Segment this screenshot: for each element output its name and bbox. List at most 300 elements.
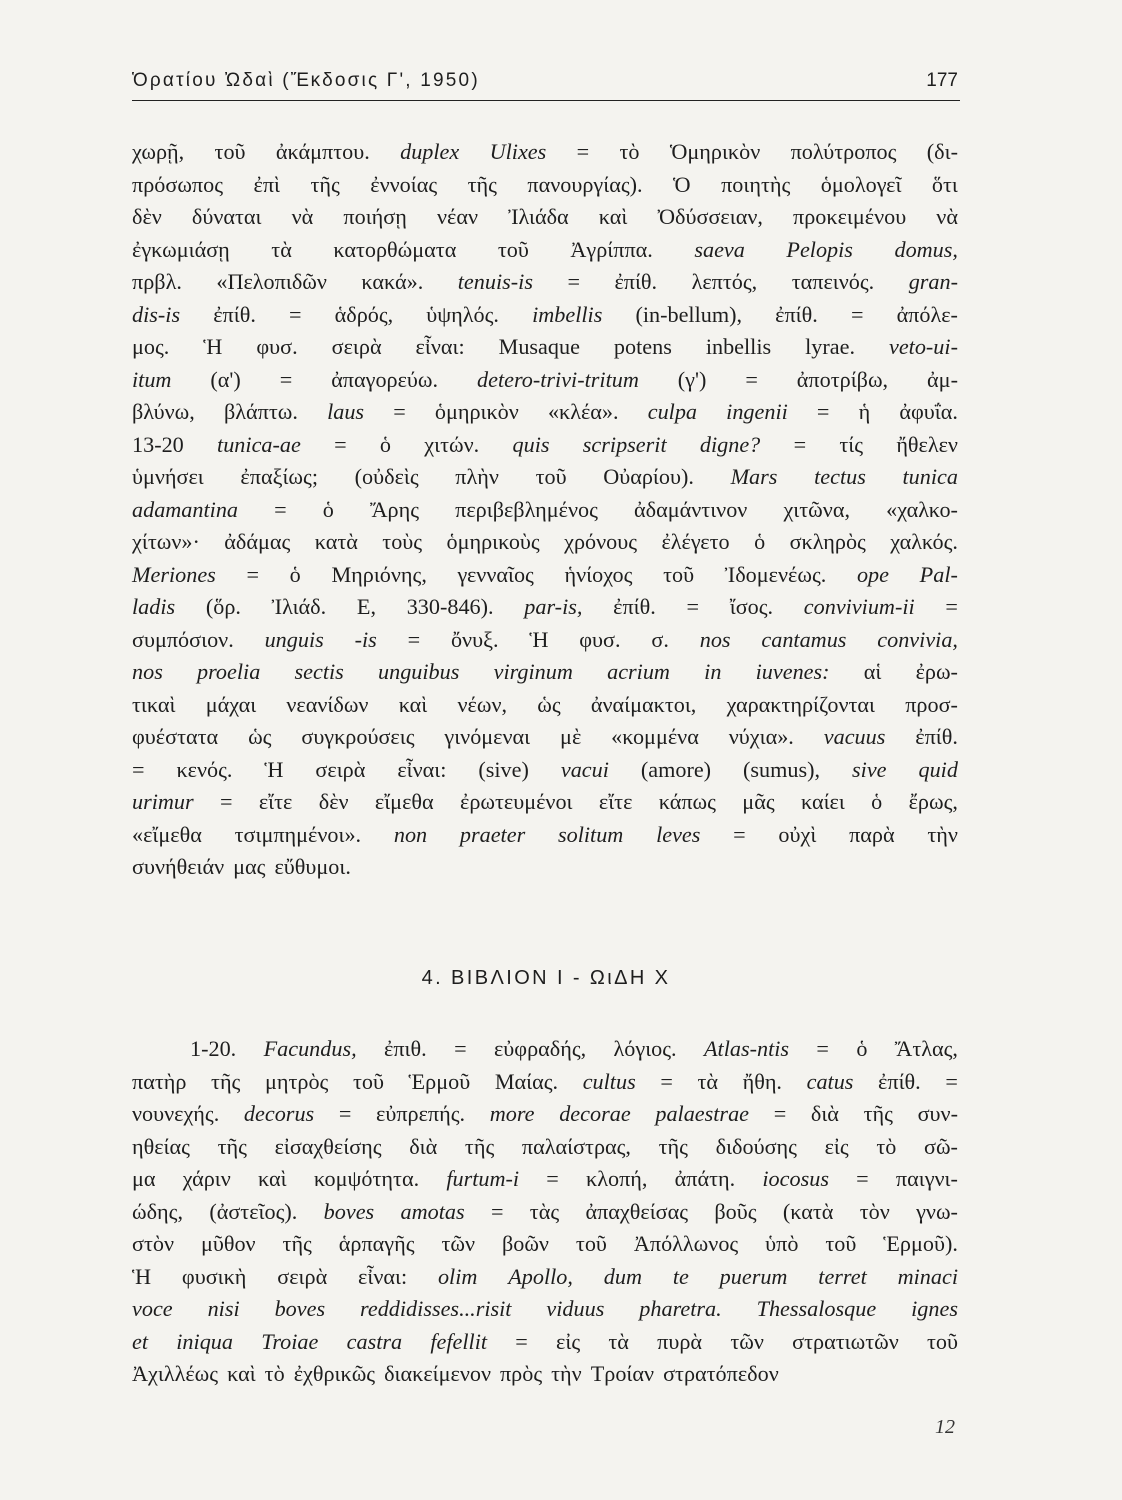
- word: ἀφυΐα.: [899, 399, 958, 424]
- word: ἐπιθ.: [384, 1036, 427, 1061]
- word: Ἄτλας,: [894, 1036, 958, 1061]
- word: itum: [132, 366, 172, 392]
- word: μὲ: [560, 724, 582, 749]
- word: ὑπὸ: [765, 1231, 799, 1256]
- word: laus: [327, 399, 365, 424]
- word: αἱ: [863, 659, 882, 684]
- word: νέαν: [436, 204, 478, 229]
- word: σειρὰ: [331, 334, 382, 359]
- word: iniqua: [176, 1328, 233, 1354]
- word: ἴσος.: [729, 594, 774, 619]
- word: Ὁμηρικὸν: [669, 139, 761, 164]
- word: Musaque: [498, 334, 580, 359]
- text-line: [132, 201, 958, 234]
- word: =: [288, 301, 302, 327]
- word: lyrae.: [805, 334, 855, 359]
- word: ὡς: [537, 691, 561, 717]
- word: εὔθυμοι.: [274, 854, 351, 879]
- word: τοῦ: [497, 236, 529, 262]
- word: urimur: [132, 789, 194, 814]
- word: μα: [132, 1166, 156, 1191]
- word: (sive): [478, 756, 529, 782]
- word: Pelopis: [786, 236, 853, 262]
- word: φυσ.: [256, 334, 298, 359]
- word: εἶναι:: [415, 334, 465, 359]
- text-line: [132, 396, 958, 429]
- word: ἁδρός,: [334, 301, 394, 327]
- word: adamantina: [132, 496, 239, 522]
- word: μητρὸς: [264, 1068, 329, 1094]
- word: τῆς: [467, 171, 497, 197]
- word: Troiae: [261, 1328, 319, 1354]
- word: ὅτι: [931, 171, 958, 197]
- word: fefellit: [430, 1328, 488, 1354]
- word: τοῦ: [535, 464, 567, 489]
- word: -is: [354, 626, 377, 652]
- word: ingenii: [726, 399, 788, 424]
- word: τοῦ: [352, 1068, 384, 1094]
- word: τῆς: [310, 171, 340, 197]
- word: χρόνους: [564, 529, 638, 554]
- word: (ἀστεῖος).: [209, 1198, 298, 1224]
- text-line: [132, 526, 958, 559]
- word: ἐπίθ.: [775, 301, 818, 327]
- word: ἁρπαγῆς: [338, 1231, 415, 1256]
- word: τῆς: [658, 1133, 688, 1159]
- word: ladis: [132, 594, 176, 619]
- word: amotas: [400, 1198, 465, 1224]
- text-line: [132, 721, 958, 754]
- word: τοὺς: [382, 529, 423, 554]
- word: catus: [806, 1068, 854, 1094]
- word: digne?: [699, 431, 761, 457]
- word: ἐρω-: [915, 659, 958, 684]
- word: περιβεβλημένος: [455, 496, 598, 522]
- word: δύναται: [191, 204, 262, 229]
- word: saeva: [694, 236, 745, 262]
- word: quis: [512, 431, 550, 457]
- word: ἀδαμάντινον: [634, 496, 748, 522]
- word: Ἡ: [264, 756, 284, 782]
- word: κακά».: [361, 269, 424, 294]
- word: =: [338, 1101, 352, 1126]
- word: κομψότητα.: [313, 1166, 420, 1191]
- text-line: [132, 169, 958, 202]
- word: χιτών.: [424, 431, 480, 457]
- word: ταπεινός.: [791, 269, 875, 294]
- word: convivia,: [877, 626, 958, 652]
- word: μος.: [132, 334, 170, 359]
- word: τῆς: [282, 1231, 312, 1256]
- word: ὁμηρικὸν: [434, 399, 519, 424]
- word: unguis: [264, 626, 324, 652]
- word: culpa: [647, 399, 698, 424]
- word: dis-is: [132, 301, 181, 327]
- word: παλαίστρας,: [521, 1133, 631, 1159]
- word: praeter: [459, 821, 526, 847]
- word: βοῦς: [714, 1198, 757, 1224]
- word: καὶ: [227, 1361, 256, 1386]
- text-line: [132, 1196, 958, 1229]
- word: =: [407, 626, 421, 652]
- word: Ε,: [356, 594, 376, 619]
- word: ἐχθρικῶς: [293, 1361, 376, 1386]
- text-line: [132, 461, 958, 494]
- word: ἀναίμακτοι,: [590, 691, 697, 717]
- word: Οὐαρίου).: [603, 464, 694, 489]
- word: tectus: [814, 464, 866, 489]
- word: χαλκός.: [890, 529, 958, 554]
- word: φυέστατα: [132, 724, 219, 749]
- word: τῆς: [211, 1068, 241, 1094]
- word: εἴμεθα: [374, 789, 434, 814]
- word: =: [393, 399, 406, 424]
- word: τοῦ: [927, 1328, 958, 1354]
- word: minaci: [897, 1263, 958, 1289]
- word: ἀκάμπτου.: [275, 139, 370, 164]
- word: πρβλ.: [132, 269, 182, 294]
- word: ἀπάτη.: [674, 1166, 736, 1191]
- word: =: [745, 366, 758, 392]
- word: tenuis-is: [457, 269, 533, 294]
- word: =: [454, 1036, 467, 1061]
- word: 330-846).: [406, 594, 494, 619]
- word: puerum: [719, 1263, 788, 1289]
- word: =: [733, 821, 746, 847]
- word: (οὐδεὶς: [354, 464, 419, 489]
- word: ἐγκωμιάσῃ: [132, 236, 230, 262]
- word: (κατὰ: [782, 1198, 834, 1224]
- word: imbellis: [532, 301, 603, 327]
- word: ὁ: [856, 1036, 868, 1061]
- word: χίτων»·: [132, 529, 200, 554]
- word: Mars: [730, 464, 778, 489]
- word: νύχια».: [728, 724, 794, 749]
- word: σῶ-: [923, 1133, 958, 1159]
- word: συνήθειάν: [132, 854, 225, 879]
- word: πρόσωπος: [132, 171, 224, 197]
- word: Ἰλιάδ.: [271, 594, 327, 619]
- text-line: [132, 331, 958, 364]
- word: Ἀχιλλέως: [132, 1361, 219, 1386]
- commentary-text: [132, 136, 958, 884]
- word: στρατιωτῶν: [792, 1328, 899, 1354]
- word: nisi: [207, 1296, 240, 1321]
- word: κενός.: [176, 756, 233, 782]
- word: πρὸς: [499, 1361, 543, 1386]
- word: νουνεχής.: [132, 1101, 220, 1126]
- word: par-is,: [524, 594, 583, 619]
- word: φυσικὴ: [181, 1263, 247, 1289]
- text-line: [132, 1066, 958, 1099]
- word: Ἡ: [529, 626, 549, 652]
- word: Ἑρμοῦ: [408, 1068, 471, 1094]
- word: iocosus: [762, 1166, 829, 1191]
- text-line: [132, 364, 958, 397]
- section-commentary-text: [132, 1033, 958, 1391]
- word: βλύνω,: [132, 399, 195, 424]
- word: Μηριόνης,: [331, 561, 427, 587]
- word: παιγνι-: [895, 1166, 958, 1191]
- word: ἐπίθ.: [614, 269, 658, 294]
- word: τὰ: [608, 1328, 629, 1354]
- word: acrium: [607, 659, 670, 684]
- word: =: [576, 139, 590, 164]
- word: παρὰ: [849, 821, 895, 847]
- word: προσ-: [905, 691, 958, 717]
- text-line: [132, 1293, 958, 1326]
- word: Ἄρης: [370, 496, 420, 522]
- word: ηθείας: [132, 1133, 190, 1159]
- word: συμπόσιον.: [132, 626, 234, 652]
- word: τίς: [839, 431, 864, 457]
- word: Atlas-ntis: [703, 1036, 790, 1061]
- word: τὰ: [697, 1068, 718, 1094]
- word: Ἰλιάδα: [508, 204, 569, 229]
- word: ὑμνήσει: [132, 464, 204, 489]
- word: χάριν: [182, 1166, 231, 1191]
- word: λόγιος.: [613, 1036, 677, 1061]
- word: =: [856, 1166, 869, 1191]
- word: =: [334, 431, 347, 457]
- word: ἐλέγετο: [661, 529, 730, 554]
- word: ἐπίθ.: [915, 724, 958, 749]
- word: Apollo,: [508, 1263, 573, 1289]
- word: ignes: [911, 1296, 958, 1321]
- word: «χαλκο-: [886, 496, 958, 522]
- word: (sumus),: [743, 756, 821, 782]
- word: (δι-: [926, 139, 958, 164]
- word: ἀπαχθείσας: [585, 1198, 689, 1224]
- word: «κομμένα: [611, 724, 699, 749]
- word: =: [850, 301, 864, 327]
- word: τοῦ: [825, 1231, 857, 1256]
- word: ὑψηλός.: [426, 301, 499, 327]
- word: δὲν: [318, 789, 349, 814]
- word: «εἴμεθα: [132, 821, 202, 847]
- word: vacuus: [823, 724, 886, 749]
- word: εἰσαχθείσης: [274, 1133, 382, 1159]
- word: =: [220, 789, 233, 814]
- word: (amore): [640, 756, 712, 782]
- word: cantamus: [761, 626, 847, 652]
- word: τῆς: [217, 1133, 247, 1159]
- word: =: [660, 1068, 673, 1094]
- word: γινόμεναι: [444, 724, 531, 749]
- word: =: [816, 399, 830, 424]
- word: ἤθελεν: [896, 431, 958, 457]
- word: καὶ: [398, 691, 428, 717]
- word: virginum: [493, 659, 573, 684]
- word: εἶναι:: [397, 756, 447, 782]
- word: domus,: [894, 236, 958, 262]
- word: Ὁ: [673, 171, 691, 197]
- word: ἔρως,: [908, 789, 958, 814]
- word: =: [945, 1068, 958, 1094]
- text-line: [132, 1131, 958, 1164]
- word: =: [816, 1036, 829, 1061]
- word: τοῦ: [663, 561, 695, 587]
- word: ποιήσῃ: [343, 204, 407, 229]
- word: (α'): [210, 366, 241, 392]
- word: iuvenes:: [755, 659, 830, 684]
- word: Pal-: [919, 561, 958, 587]
- word: furtum-i: [446, 1166, 520, 1191]
- word: scripserit: [582, 431, 667, 457]
- word: te: [672, 1263, 689, 1289]
- word: μῦθον: [200, 1231, 256, 1256]
- word: βλάπτω.: [223, 399, 298, 424]
- word: Ὀδύσσειαν,: [657, 204, 763, 229]
- word: ἀδάμας: [224, 529, 291, 554]
- word: =: [246, 561, 259, 587]
- word: εὐπρεπής.: [376, 1101, 466, 1126]
- word: ὡς: [248, 724, 272, 749]
- text-line: [132, 494, 958, 527]
- word: 13-20: [132, 431, 184, 457]
- word: βοῶν: [501, 1231, 549, 1256]
- word: Meriones: [132, 561, 216, 587]
- word: =: [515, 1328, 528, 1354]
- word: νὰ: [936, 204, 958, 229]
- word: viduus: [546, 1296, 605, 1321]
- word: =: [773, 1101, 787, 1126]
- text-line: [132, 1326, 958, 1359]
- word: gran-: [908, 269, 958, 294]
- word: boves: [274, 1296, 326, 1321]
- text-line: [132, 266, 958, 299]
- word: ἀποτρίβω,: [796, 366, 889, 392]
- word: καὶ: [598, 204, 628, 229]
- text-line: [132, 1358, 958, 1391]
- word: leves: [656, 821, 701, 847]
- running-title: Ὁρατίου Ὠδαὶ (Ἔκδοσις Γ', 1950): [132, 70, 480, 91]
- word: γενναῖος: [457, 561, 534, 587]
- word: duplex: [400, 139, 460, 164]
- word: τῶν: [441, 1231, 475, 1256]
- word: εὐφραδής,: [493, 1036, 587, 1061]
- word: inbellis: [705, 334, 772, 359]
- word: ὁ: [754, 529, 766, 554]
- word: dum: [603, 1263, 642, 1289]
- word: decorus: [243, 1101, 315, 1126]
- word: εἴτε: [258, 789, 293, 814]
- text-line: [132, 136, 958, 169]
- word: στρατόπεδον: [663, 1361, 779, 1386]
- word: στὸν: [132, 1231, 175, 1256]
- word: Ulixes: [489, 139, 547, 164]
- word: tunica: [902, 464, 958, 489]
- word: Facundus,: [263, 1036, 357, 1061]
- word: Μαίας.: [494, 1068, 559, 1094]
- word: κάπως: [658, 789, 716, 814]
- word: ὄνυξ.: [450, 626, 499, 652]
- word: νὰ: [291, 204, 314, 229]
- word: sectis: [294, 659, 344, 684]
- text-line: [132, 851, 958, 884]
- word: ἡνίοχος: [564, 561, 633, 587]
- word: et: [132, 1328, 149, 1354]
- word: καίει: [800, 789, 845, 814]
- word: τικαὶ: [132, 691, 176, 717]
- word: τῶν: [730, 1328, 764, 1354]
- text-line: [132, 1163, 958, 1196]
- word: Ἡ: [203, 334, 223, 359]
- word: τὴν: [927, 821, 958, 847]
- word: τὸ: [264, 1361, 285, 1386]
- text-line: [132, 754, 958, 787]
- word: ἐννοίας: [370, 171, 438, 197]
- word: ώδης,: [132, 1198, 183, 1224]
- word: proelia: [197, 659, 261, 684]
- word: ἐπίθ.: [878, 1068, 921, 1094]
- word: διδούσης: [715, 1133, 797, 1159]
- text-line: [132, 1098, 958, 1131]
- word: διακείμενον: [384, 1361, 491, 1386]
- word: πυρὰ: [657, 1328, 703, 1354]
- word: τὸ: [619, 139, 640, 164]
- text-line: [132, 559, 958, 592]
- word: ἐπίθ.: [613, 594, 656, 619]
- word: τοῦ: [575, 1231, 607, 1256]
- word: τσιμπημένοι».: [234, 821, 362, 847]
- word: convivium-ii: [803, 594, 915, 619]
- word: ὁ: [289, 561, 301, 587]
- word: (γ'): [677, 366, 707, 392]
- word: pharetra.: [639, 1296, 722, 1321]
- word: χιτῶνα,: [783, 496, 850, 522]
- word: εἰς: [824, 1133, 849, 1159]
- word: «κλέα».: [547, 399, 619, 424]
- word: μάχαι: [205, 691, 257, 717]
- word: οὐχὶ: [778, 821, 817, 847]
- word: «Πελοπιδῶν: [216, 269, 327, 294]
- signature-mark: 12: [935, 1416, 955, 1438]
- word: =: [546, 1166, 559, 1191]
- word: τοῦ: [214, 139, 246, 164]
- text-line: [132, 429, 958, 462]
- word: detero-trivi-tritum: [477, 366, 639, 392]
- word: σειρὰ: [315, 756, 366, 782]
- word: συν-: [917, 1101, 958, 1126]
- word: non: [393, 821, 428, 847]
- word: boves: [323, 1198, 375, 1224]
- word: ἀμ-: [927, 366, 958, 392]
- word: μας: [233, 854, 266, 879]
- word: πλὴν: [455, 464, 499, 489]
- word: δὲν: [132, 204, 162, 229]
- word: (in-bellum),: [635, 301, 743, 327]
- text-line: [132, 689, 958, 722]
- word: =: [274, 496, 287, 522]
- word: σ.: [651, 626, 669, 652]
- word: ἐπαξίως;: [240, 464, 318, 489]
- word: κατὰ: [314, 529, 358, 554]
- word: olim: [437, 1263, 478, 1289]
- word: nos: [132, 659, 163, 684]
- word: =: [132, 756, 145, 782]
- word: Thessalosque: [756, 1296, 877, 1321]
- word: palaestrae: [655, 1101, 750, 1126]
- word: ἀπόλε-: [896, 301, 958, 327]
- word: sive: [852, 756, 887, 782]
- word: ἡ: [858, 399, 871, 424]
- word: (ὅρ.: [205, 594, 241, 619]
- word: Ἑρμοῦ).: [883, 1231, 958, 1256]
- word: σειρὰ: [277, 1263, 328, 1289]
- word: εἴτε: [598, 789, 633, 814]
- word: καὶ: [258, 1166, 287, 1191]
